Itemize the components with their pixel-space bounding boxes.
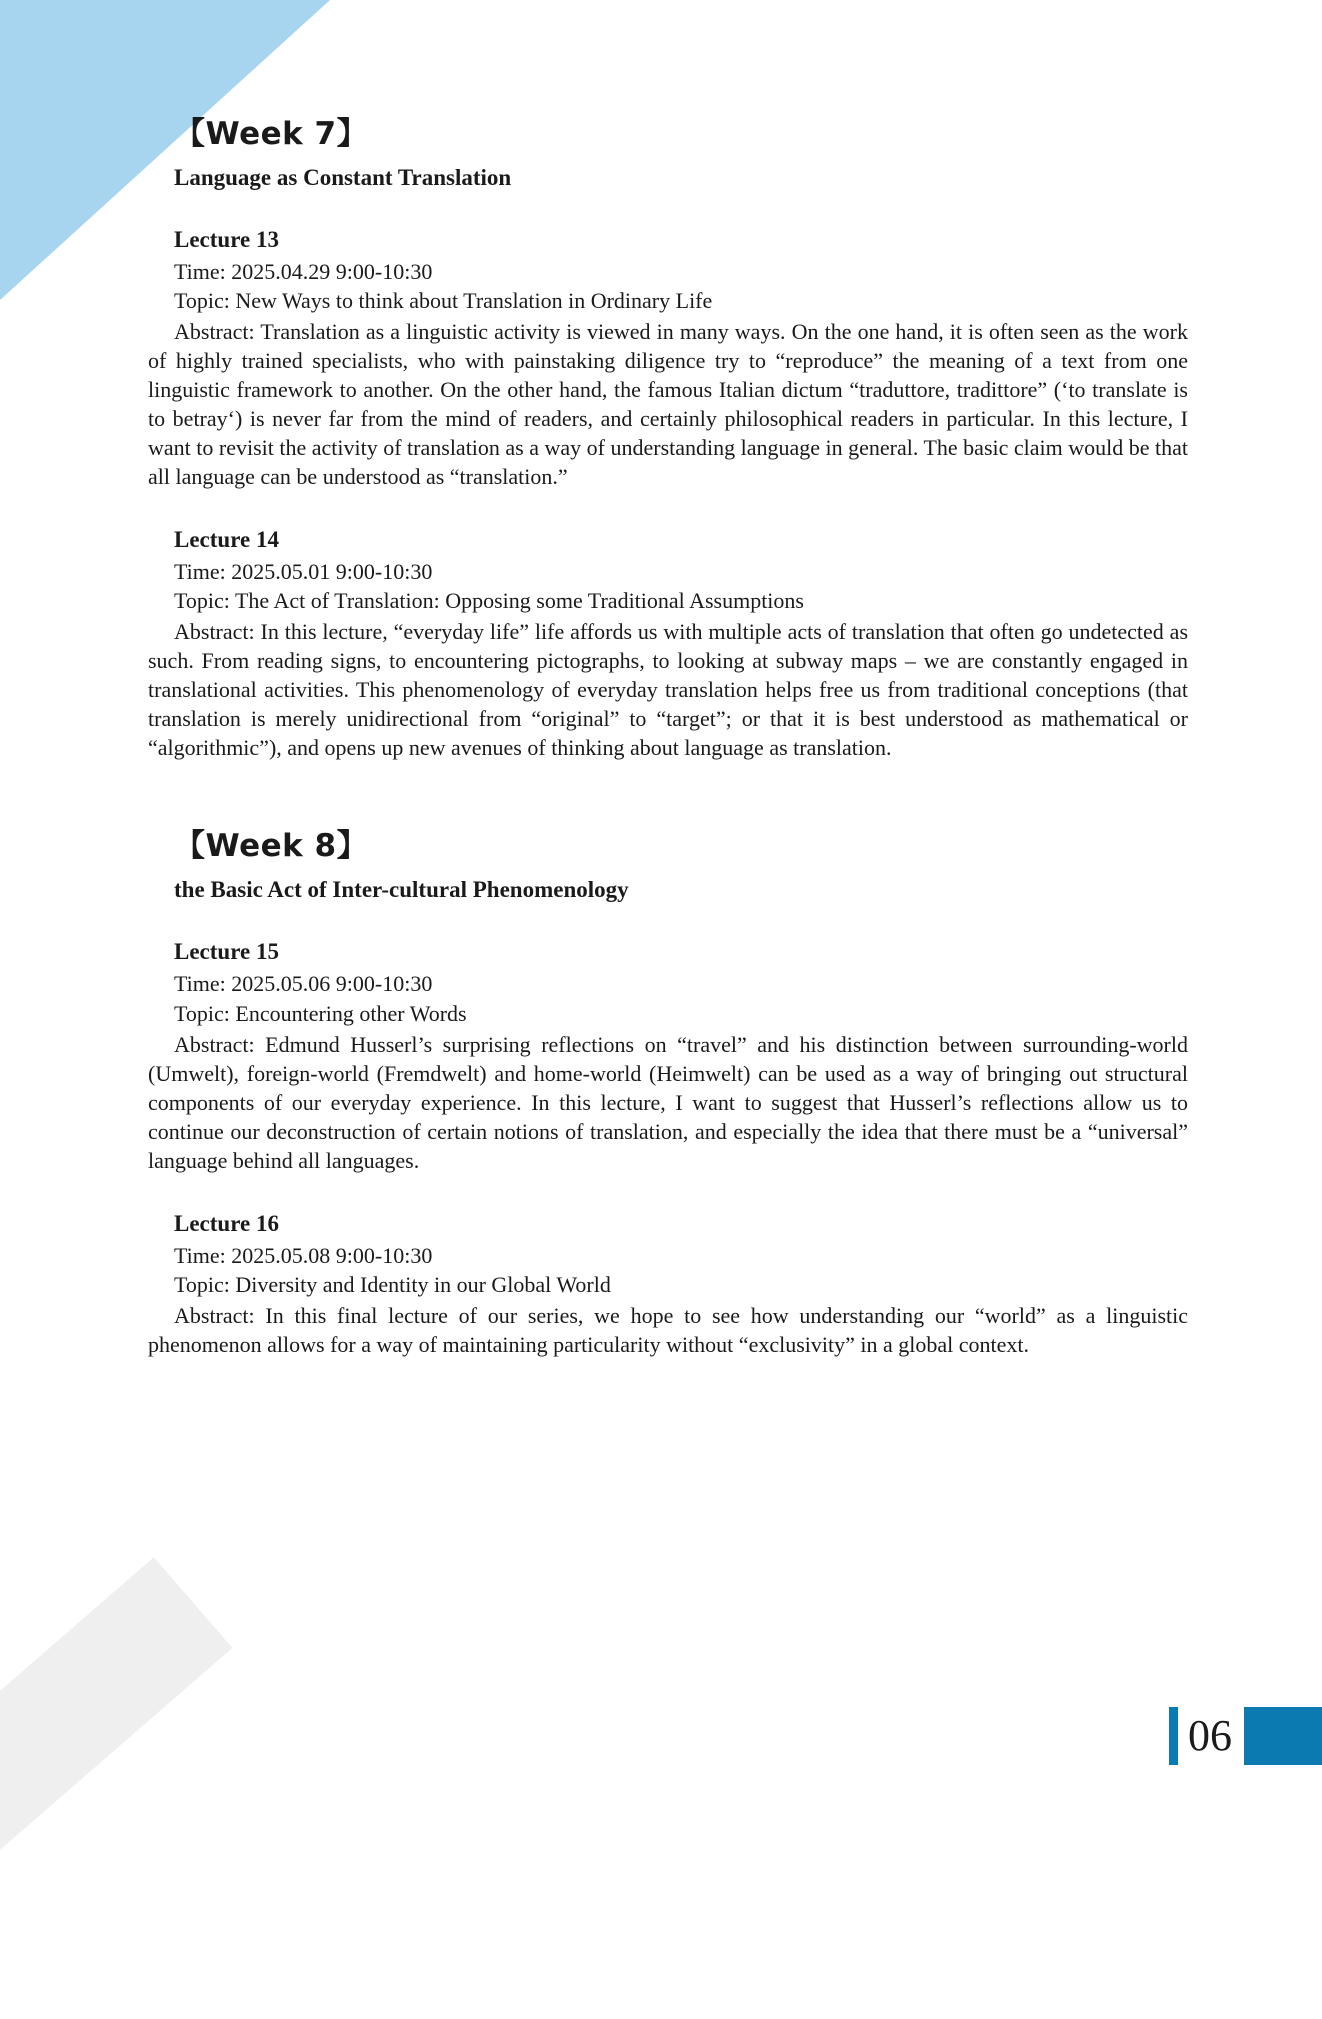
page-footer xyxy=(1169,1707,1322,1765)
lecture-time: Time: 2025.04.29 9:00-10:30 xyxy=(174,259,433,284)
lecture-abstract: Abstract: In this lecture, “everyday life” life affords us with multiple acts of translation that often go undetected as such. From reading signs, to encountering pictographs, to looking at subway maps – we are constantly engaged in translational activities. This phenomenology of everyday translation helps free us from traditional conceptions (that translation is merely unidirectional from “original” to “target”; or that it is best understood as mathematical or “algorithmic”), and opens up new avenues of thinking about language as translation. xyxy=(148,619,1188,761)
page-number: 06 xyxy=(1188,1711,1232,1760)
lecture-title: Lecture 15 xyxy=(174,939,279,965)
lecture-topic: Topic: The Act of Translation: Opposing some Traditional Assumptions xyxy=(174,588,804,614)
lecture-time: Time: 2025.05.01 9:00-10:30 xyxy=(174,559,433,585)
week-subtitle: Language as Constant Translation xyxy=(174,165,512,190)
lecture-abstract: Abstract: In this final lecture of our series, we hope to see how understanding our “world” as a linguistic phenomenon allows for a way of maintaining particularity without “exclusivity” in a global context. xyxy=(148,1302,1188,1357)
week-heading: 【Week 7】 xyxy=(174,116,369,152)
lecture-abstract: Abstract: Translation as a linguistic activity is viewed in many ways. On the one hand, it is often seen as the work of highly trained specialists, who with painstaking diligence try to “reproduce” the meaning of a text from one linguistic framework to another. On the other hand, the famous Italian dictum “traduttore, tradittore” (‘to translate is to betray‘) is never far from the mind of readers, and certainly philosophical readers in particular. In this lecture, I want to revisit the activity of translation as a way of understanding language in general. The basic claim would be that all language can be understood as “translation.” xyxy=(148,319,1189,490)
lecture-title: Lecture 14 xyxy=(174,527,279,553)
footer-accent-bar xyxy=(1169,1707,1178,1765)
lecture-topic: Topic: Diversity and Identity in our Global World xyxy=(174,1271,611,1297)
bottom-left-band-decoration xyxy=(0,1557,232,1989)
section-week-7 xyxy=(148,108,1188,762)
lecture-title: Lecture 16 xyxy=(174,1210,279,1236)
lecture-abstract: Abstract: Edmund Husserl’s surprising reflections on “travel” and his distinction between surrounding-world (Umwelt), foreign-world (Fremdwelt) and home-world (Heimwelt) can be used as a way of bringing out structural components of our everyday experience. In this lecture, I want to suggest that Husserl’s reflections allow us to continue our deconstruction of certain notions of translation, and especially the idea that there must be a “universal” language behind all languages. xyxy=(148,1031,1188,1173)
lecture-time: Time: 2025.05.08 9:00-10:30 xyxy=(174,1242,433,1268)
lecture-block xyxy=(148,527,1188,762)
week-subtitle: the Basic Act of Inter-cultural Phenomenology xyxy=(174,877,629,903)
lecture-block xyxy=(148,939,1188,1174)
lecture-time: Time: 2025.05.06 9:00-10:30 xyxy=(174,971,433,997)
lecture-block xyxy=(148,1211,1188,1359)
section-week-8 xyxy=(148,820,1188,1358)
section-spacer xyxy=(148,762,1188,820)
footer-accent-block xyxy=(1244,1707,1322,1765)
week-heading: 【Week 8】 xyxy=(174,828,369,865)
lecture-title: Lecture 13 xyxy=(174,227,279,252)
lecture-topic: Topic: New Ways to think about Translation in Ordinary Life xyxy=(174,288,713,314)
lecture-topic: Topic: Encountering other Words xyxy=(174,1000,467,1026)
lecture-block xyxy=(148,227,1188,491)
document-content xyxy=(148,108,1188,1359)
